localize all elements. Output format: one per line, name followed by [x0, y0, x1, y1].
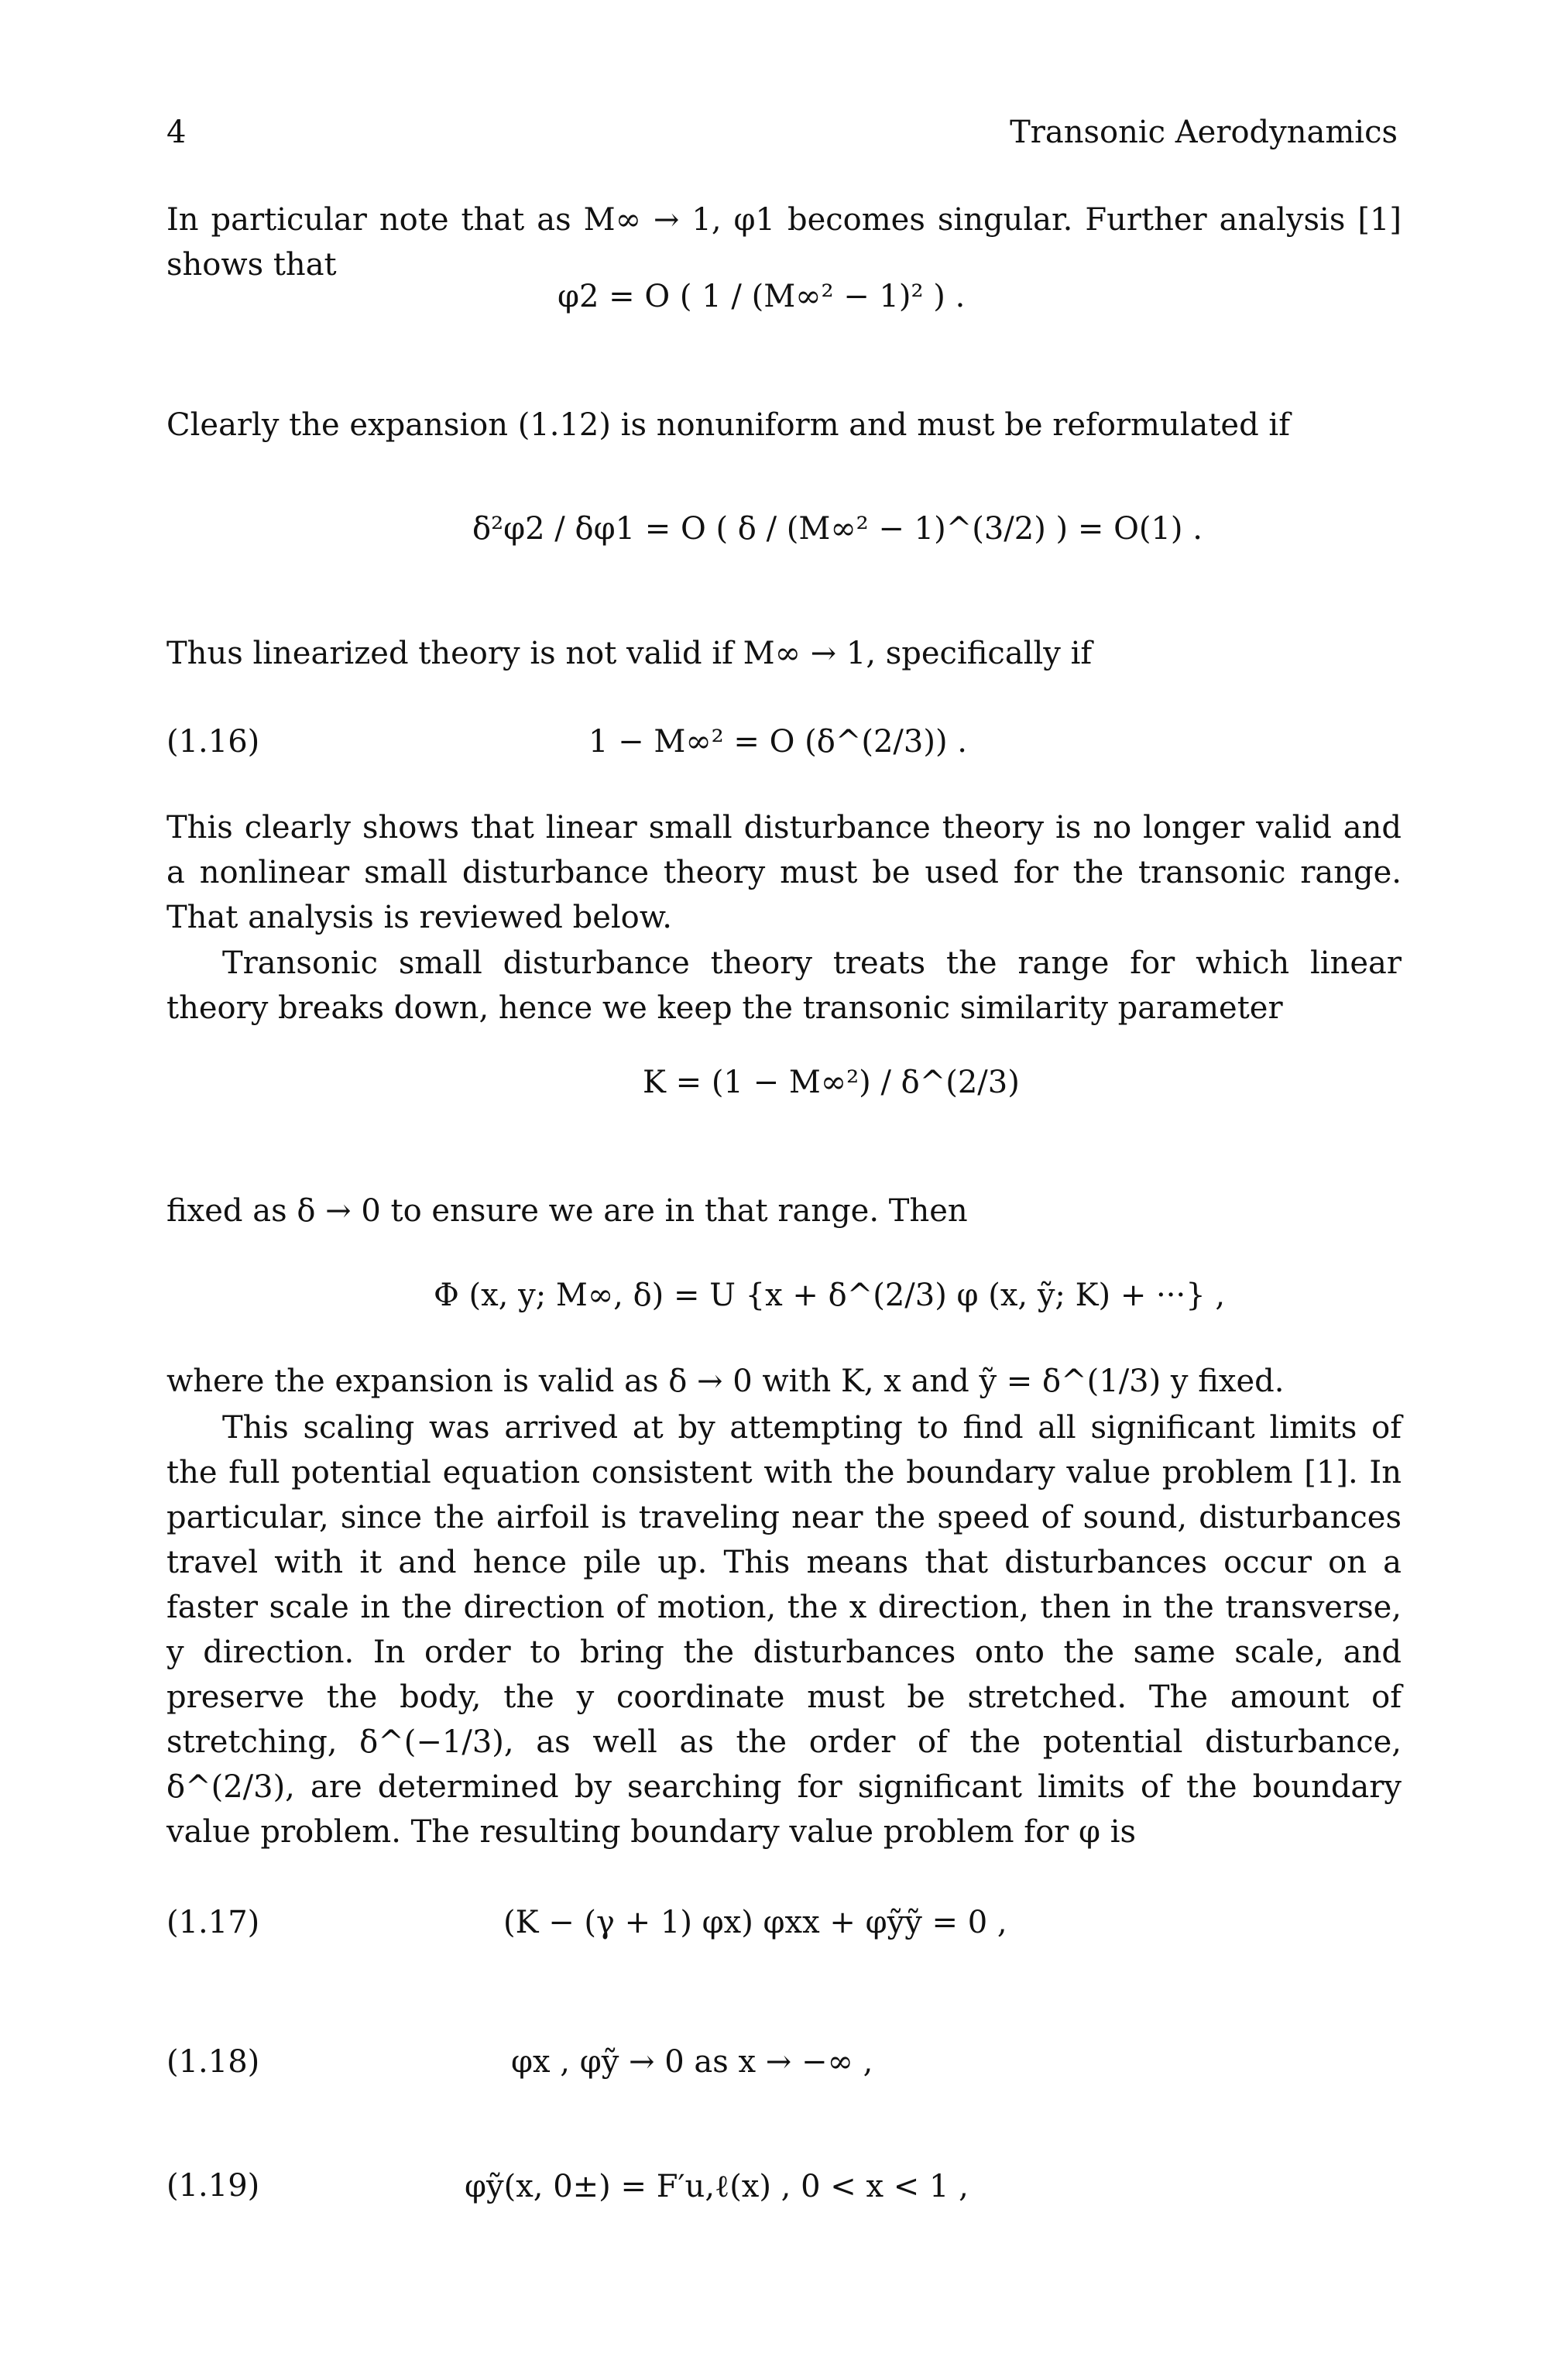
running-title: Transonic Aerodynamics: [1010, 115, 1398, 150]
equation-number-1-17: (1.17): [166, 1905, 260, 1940]
equation-number-1-16: (1.16): [166, 724, 260, 760]
paragraph-2: Clearly the expansion (1.12) is nonuniform and must be reformulated if: [166, 407, 1291, 443]
equation-1-17: (K − (γ + 1) φx) φxx + φỹỹ = 0 ,: [503, 1905, 1007, 1940]
paragraph-6: fixed as δ → 0 to ensure we are in that range. Then: [166, 1193, 968, 1229]
paragraph-1: In particular note that as M∞ → 1, φ1 becomes singular. Further analysis [1] shows that: [166, 202, 1402, 283]
equation-Phi: Φ (x, y; M∞, δ) = U {x + δ^(2/3) φ (x, ỹ; K) + ···} ,: [434, 1278, 1226, 1313]
paragraph-4: This clearly shows that linear small disturbance theory is no longer valid and a nonlinear small disturbance theory must be used for the transonic range. That analysis is reviewed below.: [166, 810, 1402, 935]
equation-ratio: δ²φ2 / δφ1 = O ( δ / (M∞² − 1)^(3/2) ) = O(1) .: [472, 511, 1203, 547]
paragraph-3: Thus linearized theory is not valid if M∞ → 1, specifically if: [166, 636, 1093, 671]
equation-phi2: φ2 = O ( 1 / (M∞² − 1)² ) .: [558, 279, 966, 314]
paragraph-5: Transonic small disturbance theory treats the range for which linear theory breaks down, hence we keep the transonic similarity parameter: [166, 945, 1402, 1026]
equation-number-1-19: (1.19): [166, 2168, 260, 2204]
paragraph-7: where the expansion is valid as δ → 0 with K, x and ỹ = δ^(1/3) y fixed.: [166, 1364, 1285, 1399]
equation-K: K = (1 − M∞²) / δ^(2/3): [643, 1065, 1020, 1100]
equation-1-18: φx , φỹ → 0 as x → −∞ ,: [511, 2044, 873, 2080]
equation-1-16: 1 − M∞² = O (δ^(2/3)) .: [588, 724, 967, 760]
equation-1-19: φỹ(x, 0±) = F′u,ℓ(x) , 0 < x < 1 ,: [465, 2169, 969, 2204]
page-number: 4: [166, 115, 187, 150]
equation-number-1-18: (1.18): [166, 2044, 260, 2080]
paragraph-8: This scaling was arrived at by attempting to find all significant limits of the full potential equation consistent with the boundary value problem [1]. In particular, since the airfoil is traveling near the speed of sound, disturbances travel with it and hence pile up. This means that disturbances occur on a faster scale in the direction of motion, the x direction, then in the transverse, y direction. In order to bring the disturbances onto the same scale, and preserve the body, the y coordinate must be stretched. The amount of stretching, δ^(−1/3), as well as the order of the potential disturbance, δ^(2/3), are determined by searching for significant limits of the boundary value problem. The resulting boundary value problem for φ is: [166, 1410, 1402, 1850]
